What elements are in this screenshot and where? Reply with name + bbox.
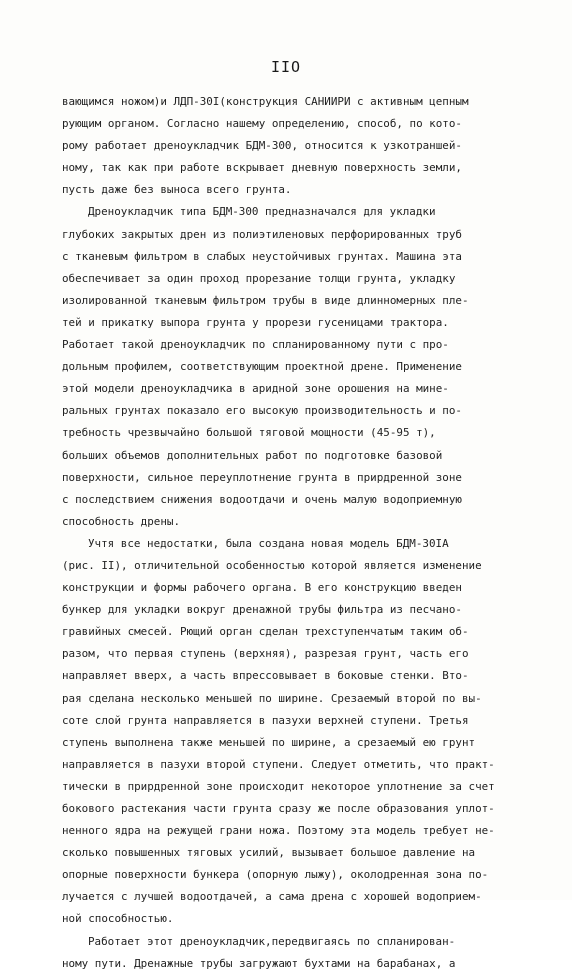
- text-line: Работает этот дреноукладчик,передвигаясь по спланирован-: [88, 934, 456, 948]
- text-line: тей и прикатку выпора грунта у прорези гусеницами трактора.: [62, 315, 449, 329]
- text-line: бункер для укладки вокруг дренажной трубы фильтра из песчано-: [62, 603, 462, 617]
- text-line: ной способностью.: [62, 912, 174, 926]
- text-line: Дреноукладчик типа БДМ-300 предназначался для укладки: [88, 205, 436, 219]
- text-line: рая сделана несколько меньшей по ширине. Срезаемый второй по вы-: [62, 691, 482, 705]
- text-line: Учтя все недостатки, была создана новая модель БДМ-30IA: [88, 536, 449, 550]
- text-line: этой модели дреноукладчика в аридной зоне орошения на мине-: [62, 382, 449, 396]
- text-line: тически в прирдренной зоне происходит некоторое уплотнение за счет: [62, 779, 495, 793]
- text-line: соте слой грунта направляется в пазухи верхней ступени. Третья: [62, 713, 469, 727]
- text-line: с тканевым фильтром в слабых неустойчивых грунтах. Машина эта: [62, 249, 462, 263]
- text-line: направляется в пазухи второй ступени. Следует отметить, что практ-: [62, 757, 495, 771]
- text-line: ному пути. Дренажные трубы загружают бухтами на барабанах, а: [62, 956, 456, 970]
- text-line: требность чрезвычайно большой тяговой мощности (45-95 т),: [62, 426, 436, 440]
- page-number: IIO: [270, 58, 302, 76]
- text-line: направляет вверх, а часть впрессовывает в боковые стенки. Вто-: [62, 669, 469, 683]
- text-line: ральных грунтах показало его высокую производительность и по-: [62, 404, 462, 418]
- text-line: рому работает дреноукладчик БДМ-300, относится к узкотраншей-: [62, 139, 462, 153]
- text-line: больших объемов дополнительных работ по подготовке базовой: [62, 448, 443, 462]
- text-line: способность дрены.: [62, 514, 181, 528]
- text-line: (рис. II), отличительной особенностью которой является изменение: [62, 558, 482, 572]
- text-line: дольным профилем, соответствующим проектной дрене. Применение: [62, 360, 462, 374]
- text-line: ненного ядра на режущей грани ножа. Поэтому эта модель требует не-: [62, 824, 495, 838]
- text-line: с последствием снижения водоотдачи и очень малую водоприемную: [62, 492, 462, 506]
- text-line: вающимся ножом)и ЛДП-30I(конструкция САНИИРИ с активным цепным: [62, 95, 469, 108]
- text-line: ному, так как при работе вскрывает дневную поверхность земли,: [62, 161, 462, 175]
- text-line: изолированной тканевым фильтром трубы в виде длинномерных пле-: [62, 293, 469, 307]
- text-line: рующим органом. Согласно нашему определению, способ, по кото-: [62, 117, 462, 131]
- text-line: гравийных смесей. Рющий орган сделан трехступенчатым таким об-: [62, 625, 469, 639]
- text-line: конструкции и формы рабочего органа. В его конструкцию введен: [62, 581, 462, 595]
- text-line: обеспечивает за один проход прорезание толщи грунта, укладку: [62, 271, 456, 285]
- text-line: пусть даже без выноса всего грунта.: [62, 183, 292, 197]
- body-text: [62, 91, 524, 975]
- text-line: лучается с лучшей водоотдачей, а сама дрена с хорошей водоприем-: [62, 890, 482, 904]
- text-line: глубоких закрытых дрен из полиэтиленовых перфорированных труб: [62, 227, 462, 241]
- text-line: Работает такой дреноукладчик по спланированному пути с про-: [62, 338, 449, 352]
- text-line: поверхности, сильное переуплотнение грунта в прирдренной зоне: [62, 470, 462, 484]
- text-line: разом, что первая ступень (верхняя), разрезая грунт, часть его: [62, 647, 469, 661]
- text-line: опорные поверхности бункера (опорную лыжу), околодренная зона по-: [62, 868, 489, 882]
- text-line: ступень выполнена также меньшей по ширине, а срезаемый ею грунт: [62, 735, 476, 749]
- text-line: бокового растекания части грунта сразу же после образования уплот-: [62, 802, 495, 815]
- text-line: сколько повышенных тяговых усилий, вызывает большое давление на: [62, 846, 476, 860]
